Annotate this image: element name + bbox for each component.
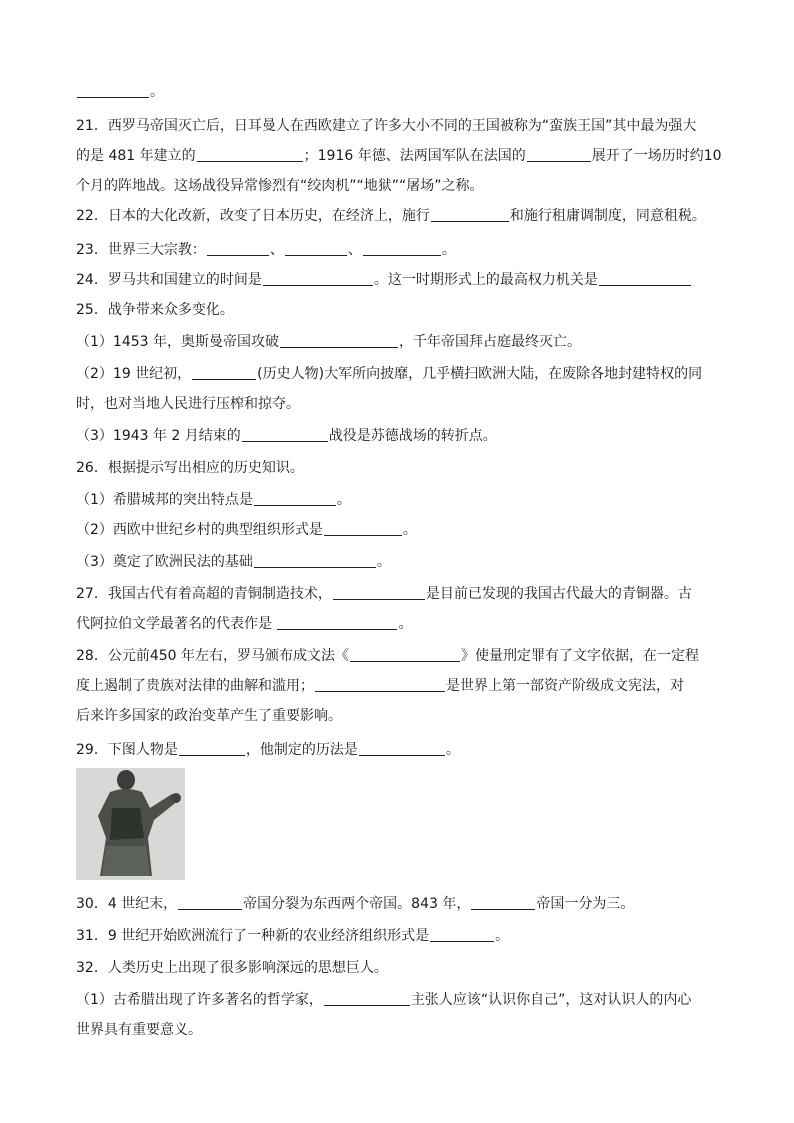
answer-blank[interactable] [280, 333, 398, 348]
line-text: 时，也对当地人民进行压榨和掠夺。 [76, 396, 300, 412]
line-text: (历史人物)大军所向披靡，几乎横扫欧洲大陆，在废除各地封建特权的同 [257, 366, 703, 382]
answer-blank[interactable] [77, 83, 149, 98]
answer-blank[interactable] [363, 241, 441, 256]
text-line [76, 490, 720, 510]
text-line [76, 270, 720, 290]
text-line [76, 552, 720, 572]
line-text: ，千年帝国拜占庭最终灭亡。 [399, 334, 581, 350]
line-text: （1）古希腊出现了许多著名的哲学家， [76, 992, 323, 1008]
text-line [76, 990, 720, 1010]
line-text: 帝国一分为三。 [536, 896, 635, 912]
text-line [76, 116, 720, 136]
line-text: 30．4 世纪末， [76, 896, 178, 912]
answer-blank[interactable] [254, 553, 376, 568]
answer-blank[interactable] [324, 991, 410, 1006]
line-text: 主张人应该“认识你自己”，这对认识人的内心 [410, 992, 692, 1008]
line-text: 。 [150, 84, 164, 100]
line-text: 是世界上第一部资产阶级成文宪法，对 [446, 678, 684, 694]
text-line [76, 82, 720, 102]
line-text: （1）1453 年，奥斯曼帝国攻破 [76, 334, 279, 350]
line-text: 战役是苏德战场的转折点。 [328, 428, 497, 444]
answer-blank[interactable] [263, 271, 373, 286]
line-text: （2）19 世纪初， [76, 366, 192, 382]
line-text: 个月的阵地战。这场战役异常惨烈有“绞肉机”“地狱”“屠场”之称。 [76, 178, 484, 194]
line-text: 。 [398, 616, 413, 632]
text-line [76, 676, 720, 696]
answer-blank[interactable] [197, 147, 303, 162]
line-text: 。 [441, 242, 456, 258]
text-line [76, 584, 720, 604]
text-line [76, 1020, 720, 1040]
answer-blank[interactable] [599, 271, 691, 286]
answer-blank[interactable] [254, 491, 336, 506]
line-text: （3）奠定了欧洲民法的基础 [76, 554, 253, 570]
line-text: （3）1943 年 2 月结束的 [76, 428, 241, 444]
text-line [76, 958, 720, 978]
line-text: ，他制定的历法是 [245, 742, 358, 758]
line-text: 。 [336, 492, 351, 508]
text-line [76, 394, 720, 414]
answer-blank[interactable] [178, 895, 242, 910]
text-line [76, 332, 720, 352]
text-line [76, 894, 720, 914]
statue-figure-image [76, 768, 185, 880]
line-text: 世界具有重要意义。 [76, 1022, 202, 1038]
answer-blank[interactable] [179, 741, 245, 756]
text-line [76, 206, 720, 226]
text-line [76, 614, 720, 634]
line-text: 度上遏制了贵族对法律的曲解和滥用； [76, 678, 314, 694]
text-line [76, 300, 720, 320]
line-text: （1）希腊城邦的突出特点是 [76, 492, 253, 508]
text-line [76, 926, 720, 946]
line-text: 29．下图人物是 [76, 742, 178, 758]
text-line [76, 176, 720, 196]
answer-blank[interactable] [471, 895, 535, 910]
line-text: 。 [495, 928, 510, 944]
line-text: 》使量刑定罪有了文字依据，在一定程 [461, 648, 699, 664]
text-line [76, 520, 720, 540]
text-line [76, 146, 720, 166]
answer-blank[interactable] [333, 585, 425, 600]
text-line [76, 458, 720, 478]
line-text: 22．日本的大化改新，改变了日本历史，在经济上，施行 [76, 208, 430, 224]
line-text: 32．人类历史上出现了很多影响深远的思想巨人。 [76, 960, 388, 976]
line-text: 、 [269, 242, 284, 258]
line-text: 23．世界三大宗教： [76, 242, 206, 258]
line-text: ；1916 年德、法两国军队在法国的 [303, 148, 526, 164]
line-text: 27．我国古代有着高超的青铜制造技术， [76, 586, 332, 602]
line-text: 和施行租庸调制度，同意租税。 [509, 208, 706, 224]
text-line [76, 740, 720, 760]
line-text: 的是 481 年建立的 [76, 148, 196, 164]
line-text: 展开了一场历时约10 [591, 148, 722, 164]
line-text: 代阿拉伯文学最著名的代表作是 [76, 616, 277, 632]
line-text: 、 [347, 242, 362, 258]
line-text: 。这一时期形式上的最高权力机关是 [373, 272, 598, 288]
answer-blank[interactable] [527, 147, 591, 162]
line-text: （2）西欧中世纪乡村的典型组织形式是 [76, 522, 323, 538]
answer-blank[interactable] [242, 427, 328, 442]
line-text: 。 [376, 554, 391, 570]
line-text: 。 [402, 522, 417, 538]
answer-blank[interactable] [324, 521, 402, 536]
line-text: 后来许多国家的政治变革产生了重要影响。 [76, 708, 342, 724]
line-text: 帝国分裂为东西两个帝国。843 年， [243, 896, 471, 912]
answer-blank[interactable] [277, 615, 397, 630]
line-text: 31．9 世纪开始欧洲流行了一种新的农业经济组织形式是 [76, 928, 430, 944]
line-text: 21．西罗马帝国灭亡后，日耳曼人在西欧建立了许多大小不同的王国被称为“蛮族王国”其中最为强大 [76, 118, 697, 134]
line-text: 24．罗马共和国建立的时间是 [76, 272, 262, 288]
text-line [76, 364, 720, 384]
text-line [76, 706, 720, 726]
text-line [76, 240, 720, 260]
line-text: 25．战争带来众多变化。 [76, 302, 234, 318]
line-text: 28．公元前450 年左右，罗马颁布成文法《 [76, 648, 349, 664]
line-text: 26．根据提示写出相应的历史知识。 [76, 460, 304, 476]
answer-blank[interactable] [431, 207, 509, 222]
answer-blank[interactable] [285, 241, 347, 256]
line-text: 是目前已发现的我国古代最大的青铜器。古 [425, 586, 692, 602]
answer-blank[interactable] [430, 927, 494, 942]
answer-blank[interactable] [359, 741, 445, 756]
answer-blank[interactable] [192, 365, 256, 380]
answer-blank[interactable] [315, 677, 445, 692]
text-line [76, 426, 720, 446]
text-line [76, 646, 720, 666]
answer-blank[interactable] [350, 647, 460, 662]
answer-blank[interactable] [207, 241, 269, 256]
line-text: 。 [445, 742, 460, 758]
